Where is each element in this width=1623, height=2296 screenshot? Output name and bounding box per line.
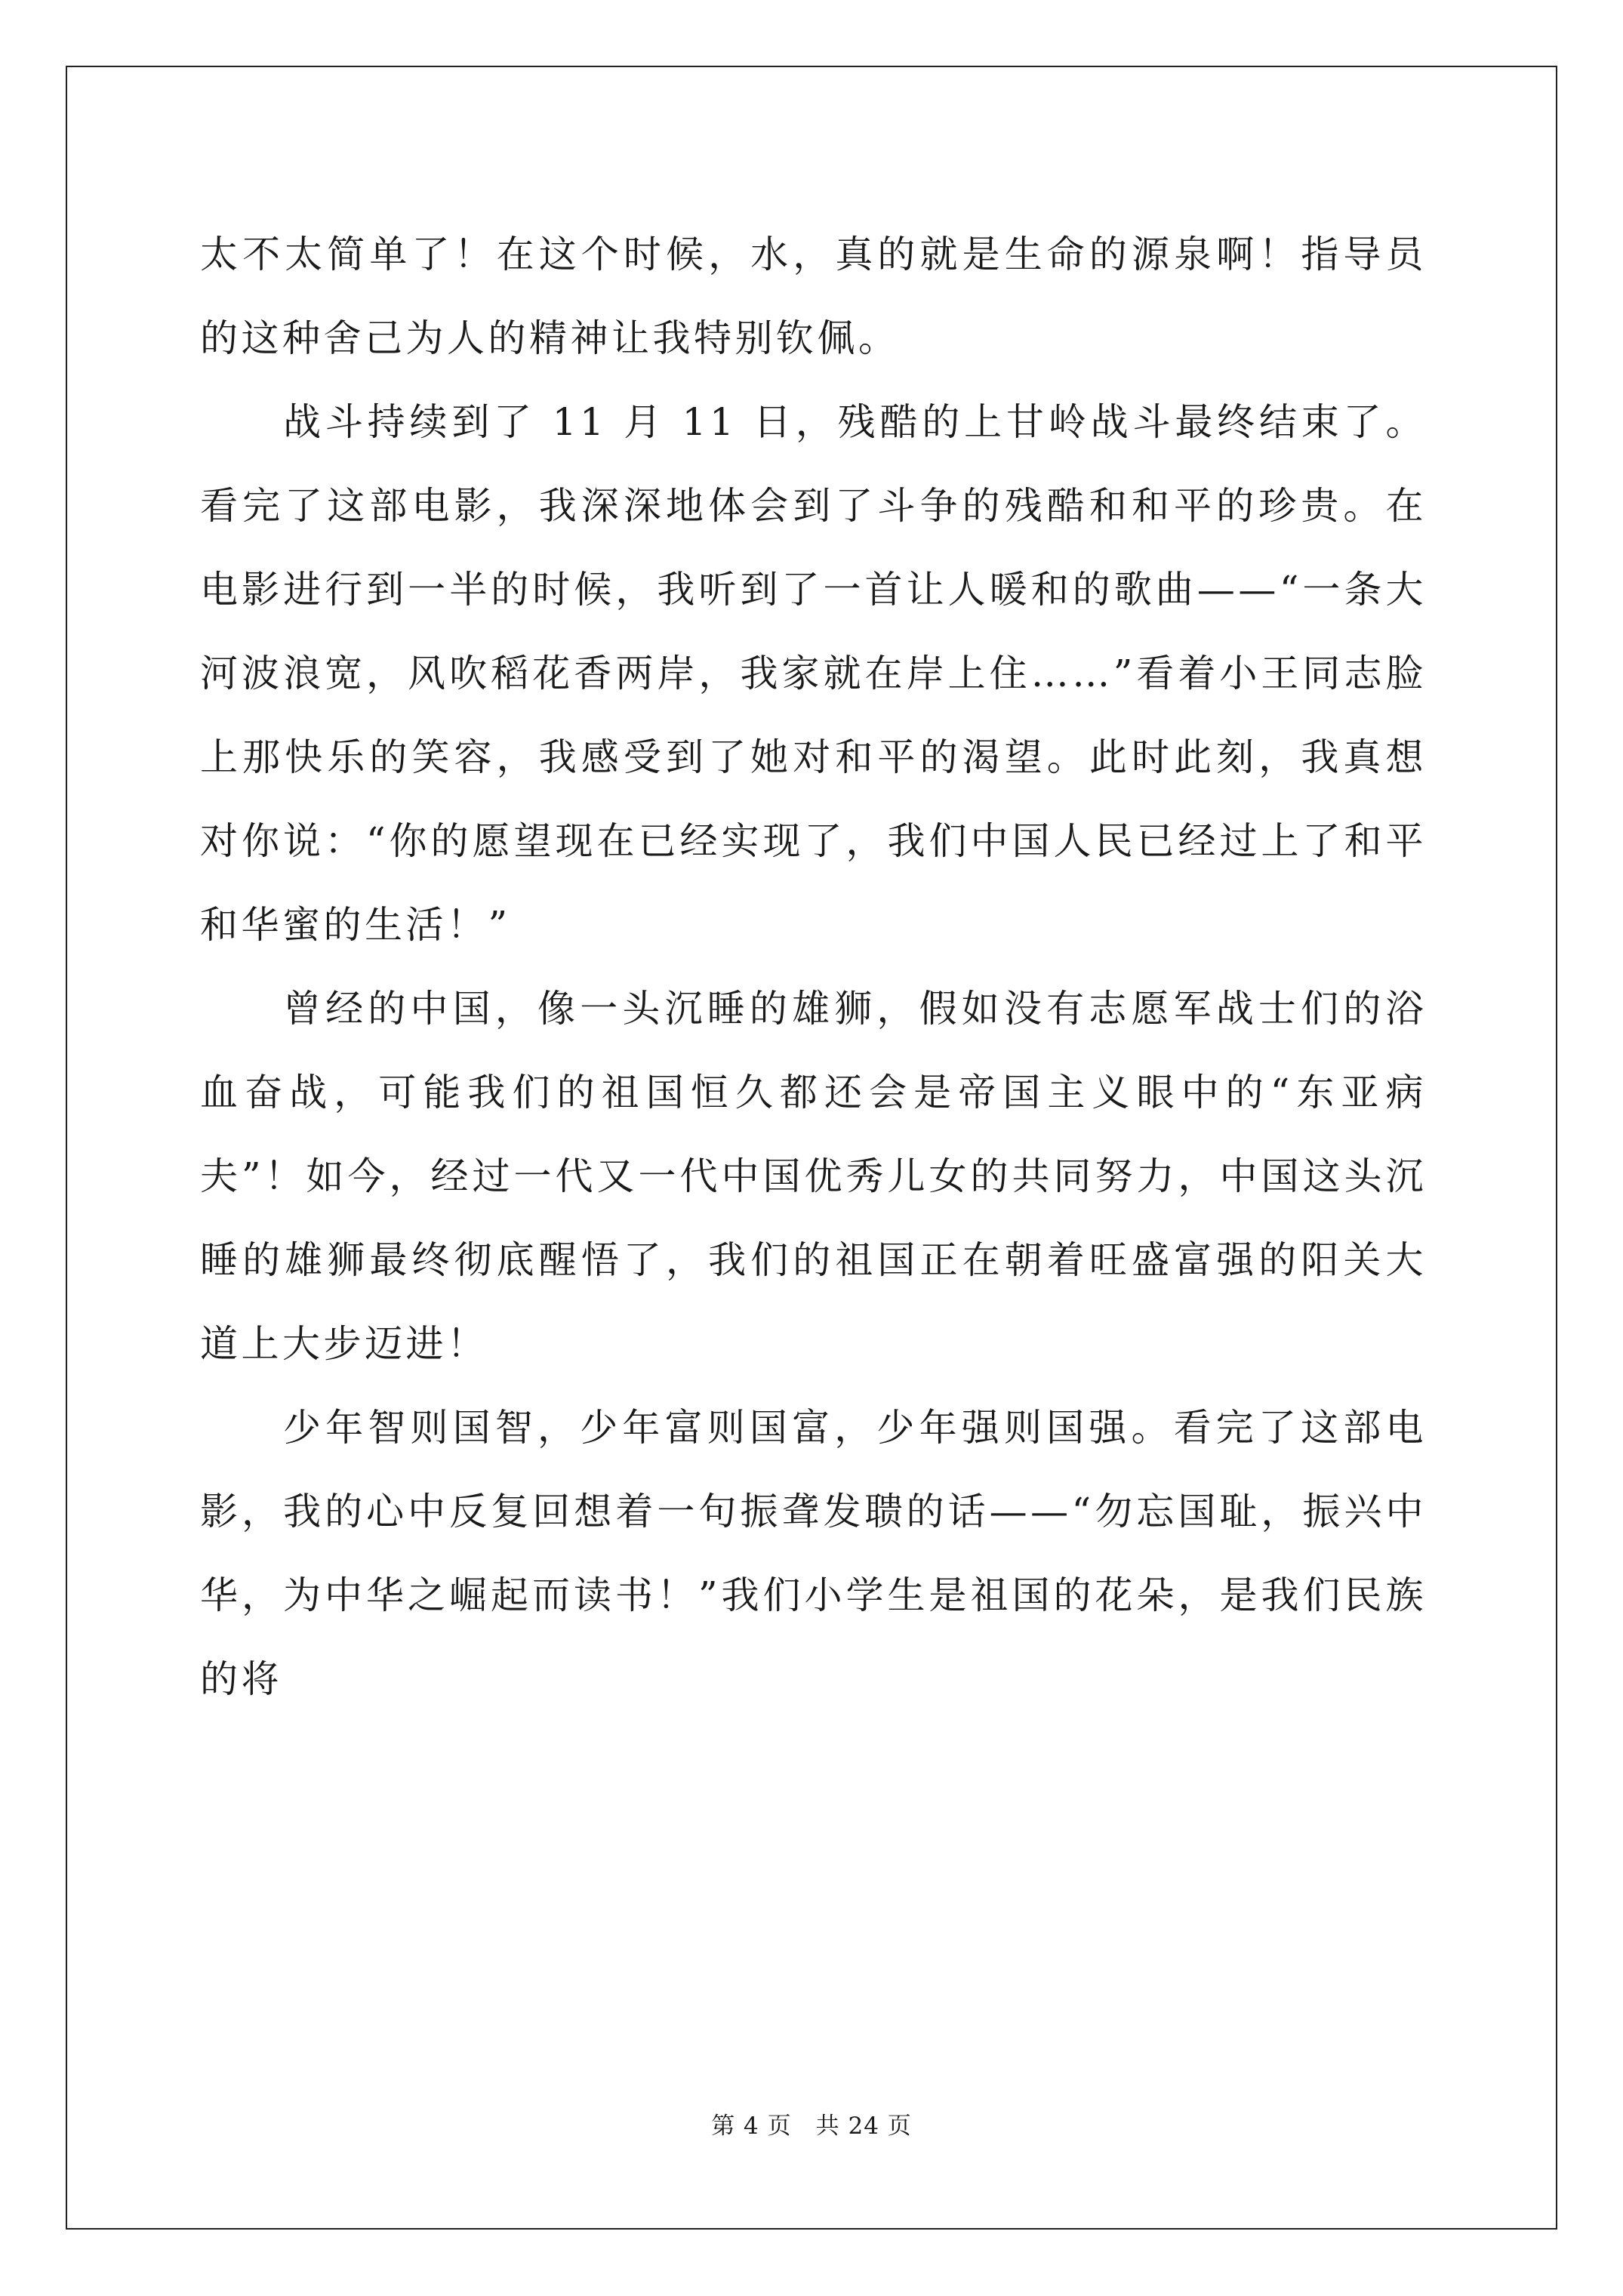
paragraph-1: 太不太简单了！在这个时候，水，真的就是生命的源泉啊！指导员的这种舍己为人的精神让我特别钦佩。 <box>200 233 1427 360</box>
page-footer: 第 4 页 共 24 页 <box>711 2113 912 2140</box>
paragraph-2: 战斗持续到了 11 月 11 日，残酷的上甘岭战斗最终结束了。看完了这部电影，我深深地体会到了斗争的残酷和和平的珍贵。在电影进行到一半的时候，我听到了一首让人暖和的歌曲——“一条大河波浪宽，风吹稻花香两岸，我家就在岸上住……”看着小王同志脸上那快乐的笑容，我感受到了她对和平的渴望。此时此刻，我真想对你说：“你的愿望现在已经实现了，我们中国人民已经过上了和平和华蜜的生活！” <box>200 400 1427 947</box>
document-body <box>200 213 1427 1721</box>
paragraph-4: 少年智则国智，少年富则国富，少年强则国强。看完了这部电影，我的心中反复回想着一句振聋发聩的话——“勿忘国耻，振兴中华，为中华之崛起而读书！”我们小学生是祖国的花朵，是我们民族的将 <box>200 1406 1427 1701</box>
paragraph-3: 曾经的中国，像一头沉睡的雄狮，假如没有志愿军战士们的浴血奋战，可能我们的祖国恒久都还会是帝国主义眼中的“东亚病夫”！如今，经过一代又一代中国优秀儿女的共同努力，中国这头沉睡的雄狮最终彻底醒悟了，我们的祖国正在朝着旺盛富强的阳关大道上大步迈进！ <box>200 987 1427 1366</box>
